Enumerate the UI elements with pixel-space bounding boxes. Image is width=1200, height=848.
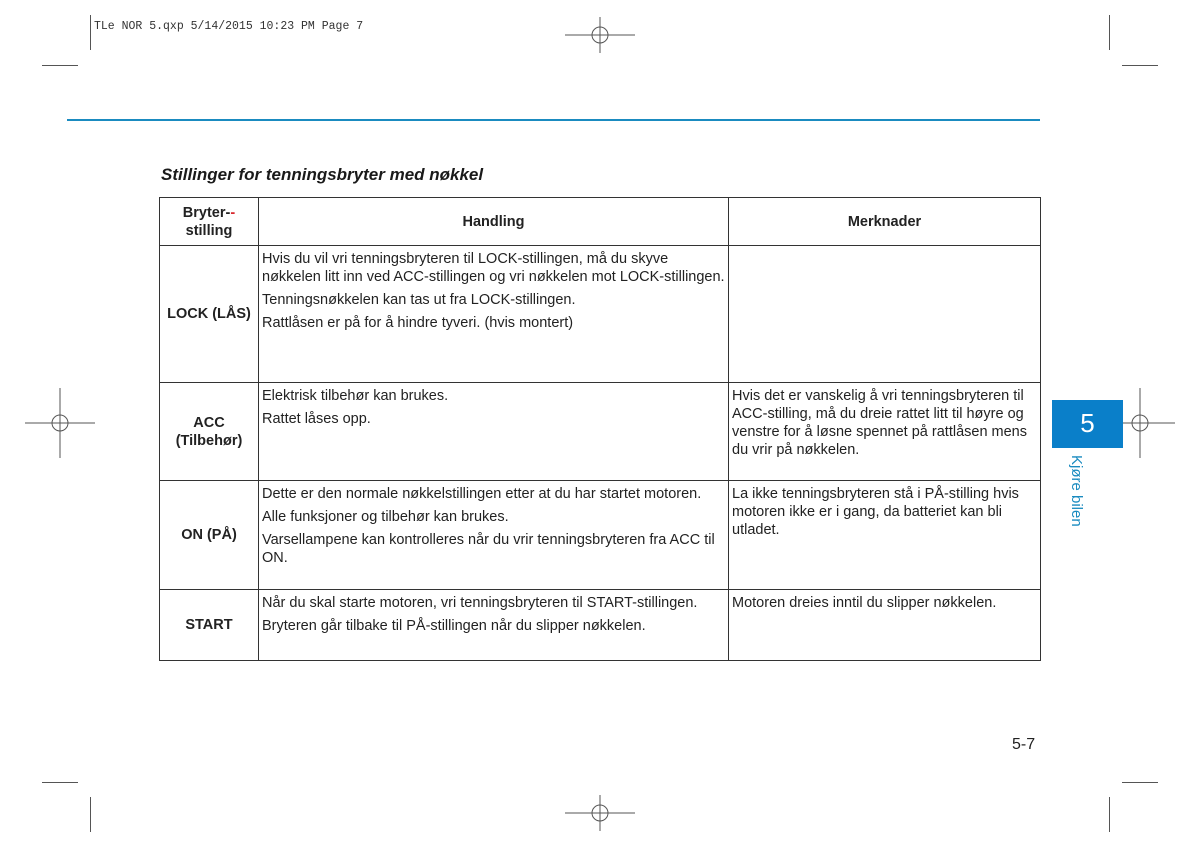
crop-mark bbox=[90, 15, 91, 50]
action-text: Tenningsnøkkelen kan tas ut fra LOCK-stillingen. bbox=[262, 292, 576, 308]
page-number: 5-7 bbox=[1012, 736, 1036, 753]
section-title: Stillinger for tenningsbryter med nøkkel bbox=[161, 165, 484, 184]
notes-cell: Hvis det er vanskelig å vri tenningsbryteren til ACC-stilling, må du dreie rattet litt til høyre og venstre for å løsne spennet på rattlåsen mens du vrir på nøkkelen. bbox=[729, 383, 1041, 481]
position-cell: ON (PÅ) bbox=[160, 481, 259, 590]
action-cell bbox=[259, 481, 729, 590]
print-slug: TLe NOR 5.qxp 5/14/2015 10:23 PM Page 7 bbox=[94, 20, 364, 33]
table-row bbox=[160, 246, 1041, 383]
crop-mark bbox=[42, 782, 78, 783]
notes-cell bbox=[729, 246, 1041, 383]
table-row bbox=[160, 481, 1041, 590]
position-cell: START bbox=[160, 590, 259, 661]
action-text: Rattlåsen er på for å hindre tyveri. (hvis montert) bbox=[262, 315, 574, 331]
action-text: Alle funksjoner og tilbehør kan brukes. bbox=[262, 509, 509, 525]
action-text: Elektrisk tilbehør kan brukes. bbox=[262, 388, 449, 404]
header-position-line1: Bryter- bbox=[182, 204, 231, 221]
notes-cell: Motoren dreies inntil du slipper nøkkelen. bbox=[729, 590, 1041, 661]
table-row bbox=[160, 590, 1041, 661]
header-position-line2: stilling bbox=[185, 222, 233, 239]
action-text: Når du skal starte motoren, vri tenningsbryteren til START-stillingen. bbox=[262, 595, 698, 611]
position-subtext: (Tilbehør) bbox=[175, 432, 243, 449]
header-action: Handling bbox=[259, 198, 729, 246]
header-rule bbox=[67, 119, 1040, 121]
action-cell bbox=[259, 246, 729, 383]
position-cell: LOCK (LÅS) bbox=[160, 246, 259, 383]
action-cell bbox=[259, 590, 729, 661]
position-cell bbox=[160, 383, 259, 481]
action-cell bbox=[259, 383, 729, 481]
header-position bbox=[160, 198, 259, 246]
crop-mark bbox=[1122, 782, 1158, 783]
crop-mark bbox=[1109, 797, 1110, 832]
action-text: Dette er den normale nøkkelstillingen etter at du har startet motoren. bbox=[262, 486, 702, 502]
hyphen: - bbox=[230, 204, 236, 221]
crop-mark bbox=[1109, 15, 1110, 50]
notes-cell: La ikke tenningsbryteren stå i PÅ-stilling hvis motoren ikke er i gang, da batteriet kan bli utladet. bbox=[729, 481, 1041, 590]
crop-mark bbox=[42, 65, 78, 66]
registration-mark-icon bbox=[25, 388, 95, 458]
action-text: Varsellampene kan kontrolleres når du vrir tenningsbryteren fra ACC til ON. bbox=[262, 532, 715, 566]
table-row bbox=[160, 383, 1041, 481]
registration-mark-icon bbox=[565, 778, 635, 848]
action-text: Bryteren går tilbake til PÅ-stillingen når du slipper nøkkelen. bbox=[262, 618, 646, 634]
header-notes: Merknader bbox=[729, 198, 1041, 246]
chapter-title: Kjøre bilen bbox=[1068, 455, 1085, 527]
crop-mark bbox=[90, 797, 91, 832]
registration-mark-icon bbox=[565, 0, 635, 70]
table-header-row bbox=[160, 198, 1041, 246]
action-text: Rattet låses opp. bbox=[262, 411, 371, 427]
chapter-tab: 5 bbox=[1052, 400, 1123, 448]
crop-mark bbox=[1122, 65, 1158, 66]
ignition-positions-table bbox=[159, 197, 1041, 661]
position-text: ACC bbox=[193, 414, 225, 431]
action-text: Hvis du vil vri tenningsbryteren til LOCK-stillingen, må du skyve nøkkelen litt inn ved ACC-stillingen og vri nøkkelen mot LOCK-stillingen. bbox=[262, 251, 725, 285]
